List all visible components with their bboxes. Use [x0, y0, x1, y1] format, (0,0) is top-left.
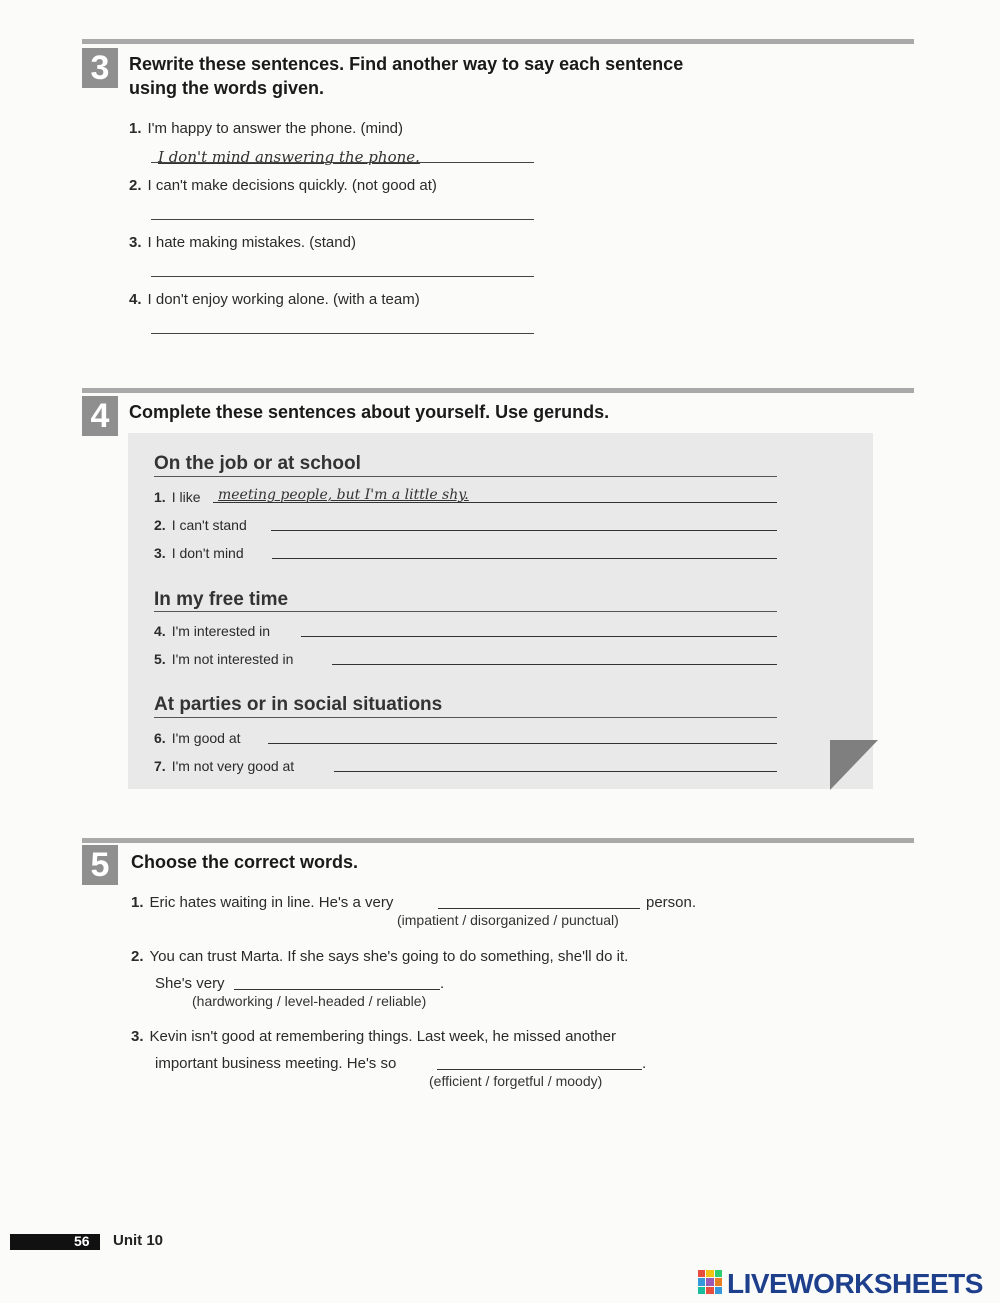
unit-label: Unit 10 [113, 1232, 164, 1249]
s5-question-2-line2: She's very [155, 975, 225, 992]
s3-question-4-text: I don't enjoy working alone. (with a team) [147, 291, 420, 308]
s4-item-3-number: 3. [154, 545, 166, 561]
s5-question-2-text: You can trust Marta. If she says she's going to do something, she'll do it. [149, 948, 629, 965]
s4-item-7-text: I'm not very good at [171, 758, 295, 774]
s4-answer-1[interactable]: meeting people, but I'm a little shy. [218, 487, 469, 503]
s3-question-2-text: I can't make decisions quickly. (not good at) [147, 177, 437, 194]
section-4-heading: Complete these sentences about yourself. Use gerunds. [129, 402, 610, 422]
s5-choices-3: (efficient / forgetful / moody) [429, 1073, 603, 1089]
liveworksheets-watermark[interactable]: LIVEWORKSHEETS [727, 1268, 983, 1299]
s3-question-1 [129, 120, 403, 137]
s5-answer-line-1[interactable] [438, 908, 640, 909]
s3-question-1-text: I'm happy to answer the phone. (mind) [147, 120, 404, 137]
s4-answer-line-2[interactable] [271, 530, 777, 531]
s3-question-3 [129, 234, 356, 251]
s3-answer-line-4[interactable] [151, 333, 534, 334]
s3-question-2 [129, 177, 437, 194]
s4-item-5-text: I'm not interested in [171, 651, 294, 667]
s4-item-3 [154, 545, 244, 561]
s4-item-1 [154, 489, 200, 505]
s4-answer-line-1[interactable] [213, 502, 777, 503]
s4-item-7-number: 7. [154, 758, 166, 774]
section-5-heading: Choose the correct words. [131, 852, 359, 872]
s3-answer-1[interactable]: I don't mind answering the phone. [158, 148, 420, 166]
s3-question-4 [129, 291, 420, 308]
s4-item-1-text: I like [171, 489, 201, 505]
section-3-heading-line1: Rewrite these sentences. Find another way to say each sentence [129, 54, 684, 74]
section-5-badge: 5 [82, 845, 118, 885]
s3-question-4-number: 4. [129, 291, 142, 308]
s5-choices-2: (hardworking / level-headed / reliable) [192, 993, 427, 1009]
s4-item-2 [154, 517, 247, 533]
s5-question-2-after: . [440, 975, 445, 992]
group-heading-free-time: In my free time [154, 589, 289, 610]
s5-question-3-after: . [642, 1055, 647, 1072]
s4-item-6-text: I'm good at [171, 730, 241, 746]
s5-answer-line-2[interactable] [234, 989, 440, 990]
s3-question-2-number: 2. [129, 177, 142, 194]
s3-answer-line-3[interactable] [151, 276, 534, 277]
s3-answer-line-1[interactable] [151, 162, 534, 163]
s3-question-1-number: 1. [129, 120, 142, 137]
s4-item-3-text: I don't mind [171, 545, 244, 561]
group-heading-underline-3 [154, 717, 777, 718]
s3-question-3-text: I hate making mistakes. (stand) [147, 234, 356, 251]
s4-answer-line-5[interactable] [332, 664, 777, 665]
s4-answer-line-3[interactable] [272, 558, 777, 559]
s5-choices-1: (impatient / disorganized / punctual) [397, 912, 619, 928]
s4-item-5-number: 5. [154, 651, 166, 667]
s4-answer-line-7[interactable] [334, 771, 777, 772]
page-number: 56 [74, 1233, 90, 1249]
s5-question-3-line2: important business meeting. He's so [155, 1055, 397, 1072]
s4-item-4-number: 4. [154, 623, 166, 639]
s5-question-1-number: 1. [131, 894, 144, 911]
s5-question-2-number: 2. [131, 948, 144, 965]
section-4-badge: 4 [82, 396, 118, 436]
s4-item-2-number: 2. [154, 517, 166, 533]
group-heading-social: At parties or in social situations [154, 694, 443, 715]
group-heading-underline-2 [154, 611, 777, 612]
s4-item-6 [154, 730, 241, 746]
s4-item-2-text: I can't stand [171, 517, 247, 533]
s4-item-7 [154, 758, 294, 774]
group-heading-underline-1 [154, 476, 777, 477]
section-3-heading-line2: using the words given. [129, 78, 325, 98]
s5-question-1-text: Eric hates waiting in line. He's a very [149, 894, 394, 911]
s5-question-3 [131, 1028, 616, 1045]
s4-answer-line-4[interactable] [301, 636, 777, 637]
s4-answer-line-6[interactable] [268, 743, 777, 744]
section-5-rule [82, 838, 914, 843]
s5-question-3-text: Kevin isn't good at remembering things. Last week, he missed another [149, 1028, 616, 1045]
s4-item-4-text: I'm interested in [171, 623, 271, 639]
section-4-rule [82, 388, 914, 393]
liveworksheets-logo-icon [698, 1270, 722, 1294]
s5-answer-line-3[interactable] [437, 1069, 642, 1070]
s5-question-2 [131, 948, 628, 965]
s4-item-5 [154, 651, 293, 667]
section-3-badge: 3 [82, 48, 118, 88]
s4-item-4 [154, 623, 270, 639]
section-3-rule [82, 39, 914, 44]
section-3-heading [129, 52, 683, 100]
s4-item-1-number: 1. [154, 489, 166, 505]
s5-question-1 [131, 894, 393, 911]
group-heading-job-school: On the job or at school [154, 453, 361, 474]
s3-answer-line-2[interactable] [151, 219, 534, 220]
s5-question-3-number: 3. [131, 1028, 144, 1045]
s3-question-3-number: 3. [129, 234, 142, 251]
s4-item-6-number: 6. [154, 730, 166, 746]
s5-question-1-after: person. [646, 894, 697, 911]
